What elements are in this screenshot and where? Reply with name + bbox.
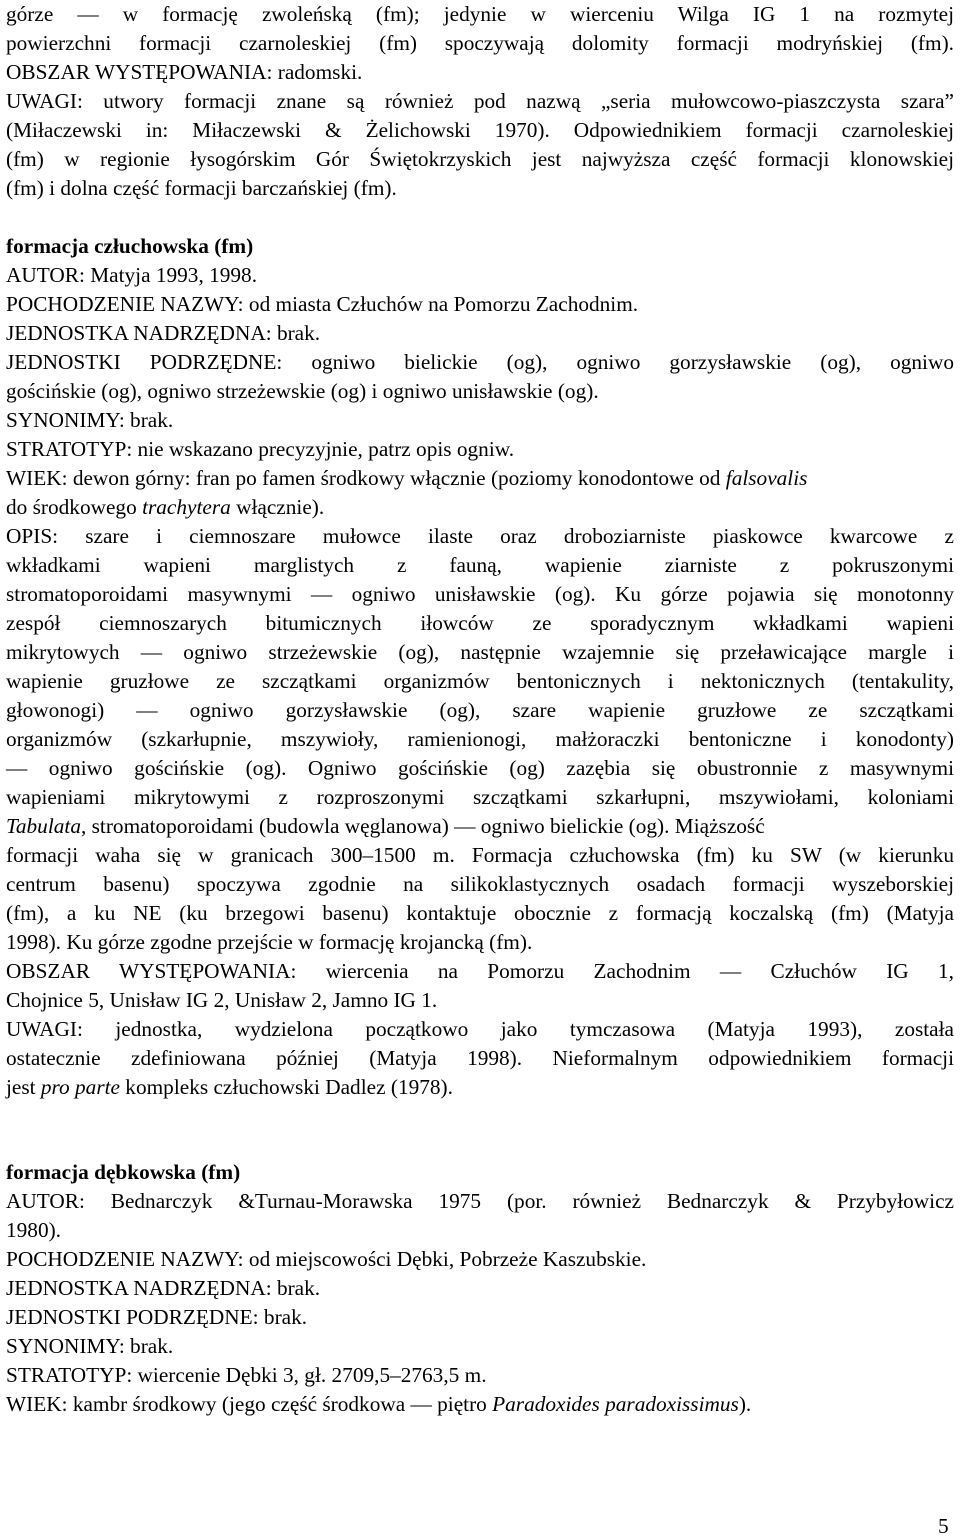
text-line: OPIS: szare i ciemnoszare mułowce ilaste oraz droboziarniste piaskowce kwarcowe z: [6, 524, 954, 548]
text-line: Chojnice 5, Unisław IG 2, Unisław 2, Jamno IG 1.: [6, 988, 438, 1012]
text-line: [6, 493, 324, 522]
text-line: STRATOTYP: wiercenie Dębki 3, gł. 2709,5–2763,5 m.: [6, 1363, 487, 1387]
text-line: ostatecznie zdefiniowana później (Matyja 1998). Nieformalnym odpowiednikiem formacji: [6, 1046, 954, 1070]
text-segment: kompleks człuchowski Dadlez (1978).: [119, 1075, 453, 1099]
text-line: (Miłaczewski in: Miłaczewski & Żelichowski 1970). Odpowiednikiem formacji czarnoleskiej: [6, 118, 954, 142]
text-segment: do środkowego: [6, 495, 143, 519]
text-line: [6, 1073, 453, 1102]
text-line: stromatoporoidami masywnymi — ogniwo unisławskie (og). Ku górze pojawia się monotonny: [6, 582, 954, 606]
text-line: (fm) i dolna część formacji barczańskiej (fm).: [6, 176, 397, 200]
text-segment: włącznie).: [230, 495, 325, 519]
text-line: JEDNOSTKI PODRZĘDNE: ogniwo bielickie (og), ogniwo gorzysławskie (og), ogniwo: [6, 350, 954, 374]
text-line: [6, 1390, 751, 1419]
text-line: 1998). Ku górze zgodne przejście w formację krojancką (fm).: [6, 930, 533, 954]
entry-title: formacja dębkowska (fm): [6, 1160, 241, 1184]
text-line: (fm) w regionie łysogórskim Gór Świętokrzyskich jest najwyższa część formacji klonowskiej: [6, 147, 954, 171]
italic-term: pro parte: [40, 1075, 120, 1099]
text-segment: WIEK: dewon górny: fran po famen środkowy włącznie (poziomy konodontowe od: [6, 466, 726, 490]
page-number: 5: [938, 1514, 949, 1538]
text-segment: , stromatoporoidami (budowla węglanowa) — ogniwo bielickie (og). Miąższość: [80, 814, 765, 838]
text-line: mikrytowych — ogniwo strzeżewskie (og), następnie wzajemnie się przeławicające margle i: [6, 640, 954, 664]
text-segment: jest: [6, 1075, 41, 1099]
text-line: JEDNOSTKA NADRZĘDNA: brak.: [6, 1276, 321, 1300]
text-line: UWAGI: utwory formacji znane są również pod nazwą „seria mułowcowo-piaszczysta szara”: [6, 89, 954, 113]
text-line: organizmów (szkarłupnie, mszywioły, ramienionogi, małżoraczki bentoniczne i konodonty): [6, 727, 954, 751]
text-line: POCHODZENIE NAZWY: od miejscowości Dębki, Pobrzeże Kaszubskie.: [6, 1247, 647, 1271]
italic-term: Tabulata: [6, 814, 81, 838]
text-line: formacji waha się w granicach 300–1500 m. Formacja człuchowska (fm) ku SW (w kierunku: [6, 843, 954, 867]
text-line: wapieniami mikrytowymi z rozproszonymi szczątkami szkarłupni, mszywiołami, koloniami: [6, 785, 954, 809]
text-line: gościńskie (og), ogniwo strzeżewskie (og) i ogniwo unisławskie (og).: [6, 379, 599, 403]
text-line: zespół ciemnoszarych bitumicznych iłowców ze sporadycznym wkładkami wapieni: [6, 611, 954, 635]
text-line: STRATOTYP: nie wskazano precyzyjnie, patrz opis ogniw.: [6, 437, 515, 461]
text-line: centrum basenu) spoczywa zgodnie na silikoklastycznych osadach formacji wyszeborskiej: [6, 872, 954, 896]
text-line: SYNONIMY: brak.: [6, 1334, 174, 1358]
text-line: AUTOR: Bednarczyk &Turnau-Morawska 1975 (por. również Bednarczyk & Przybyłowicz: [6, 1189, 954, 1213]
italic-term: falsovalis: [725, 466, 808, 490]
text-line: (fm), a ku NE (ku brzegowi basenu) kontaktuje obocznie z formacją koczalską (fm) (Matyja: [6, 901, 954, 925]
text-line: OBSZAR WYSTĘPOWANIA: radomski.: [6, 60, 363, 84]
text-line: POCHODZENIE NAZWY: od miasta Człuchów na Pomorzu Zachodnim.: [6, 292, 639, 316]
italic-term: Paradoxides paradoxissimus: [492, 1392, 739, 1416]
text-line: [6, 812, 765, 841]
entry-title: formacja człuchowska (fm): [6, 234, 254, 258]
text-line: SYNONIMY: brak.: [6, 408, 174, 432]
text-segment: WIEK: kambr środkowy (jego część środkowa — piętro: [6, 1392, 493, 1416]
text-line: UWAGI: jednostka, wydzielona początkowo jako tymczasowa (Matyja 1993), została: [6, 1017, 954, 1041]
text-line: JEDNOSTKI PODRZĘDNE: brak.: [6, 1305, 308, 1329]
text-line: głowonogi) — ogniwo gorzysławskie (og), szare wapienie gruzłowe ze szczątkami: [6, 698, 954, 722]
text-line: powierzchni formacji czarnoleskiej (fm) spoczywają dolomity formacji modryńskiej (fm).: [6, 31, 954, 55]
text-line: — ogniwo gościńskie (og). Ogniwo gościńskie (og) zazębia się obustronnie z masywnymi: [6, 756, 954, 780]
text-segment: ).: [738, 1392, 752, 1416]
text-line: [6, 464, 807, 493]
text-line: OBSZAR WYSTĘPOWANIA: wiercenia na Pomorzu Zachodnim — Człuchów IG 1,: [6, 959, 954, 983]
text-line: AUTOR: Matyja 1993, 1998.: [6, 263, 258, 287]
text-line: wkładkami wapieni marglistych z fauną, wapienie ziarniste z pokruszonymi: [6, 553, 954, 577]
text-line: wapienie gruzłowe ze szczątkami organizmów bentonicznych i nektonicznych (tentakulity,: [6, 669, 954, 693]
text-line: JEDNOSTKA NADRZĘDNA: brak.: [6, 321, 321, 345]
italic-term: trachytera: [142, 495, 231, 519]
text-line: górze — w formację zwoleńską (fm); jedynie w wierceniu Wilga IG 1 na rozmytej: [6, 2, 954, 26]
text-line: 1980).: [6, 1218, 62, 1242]
